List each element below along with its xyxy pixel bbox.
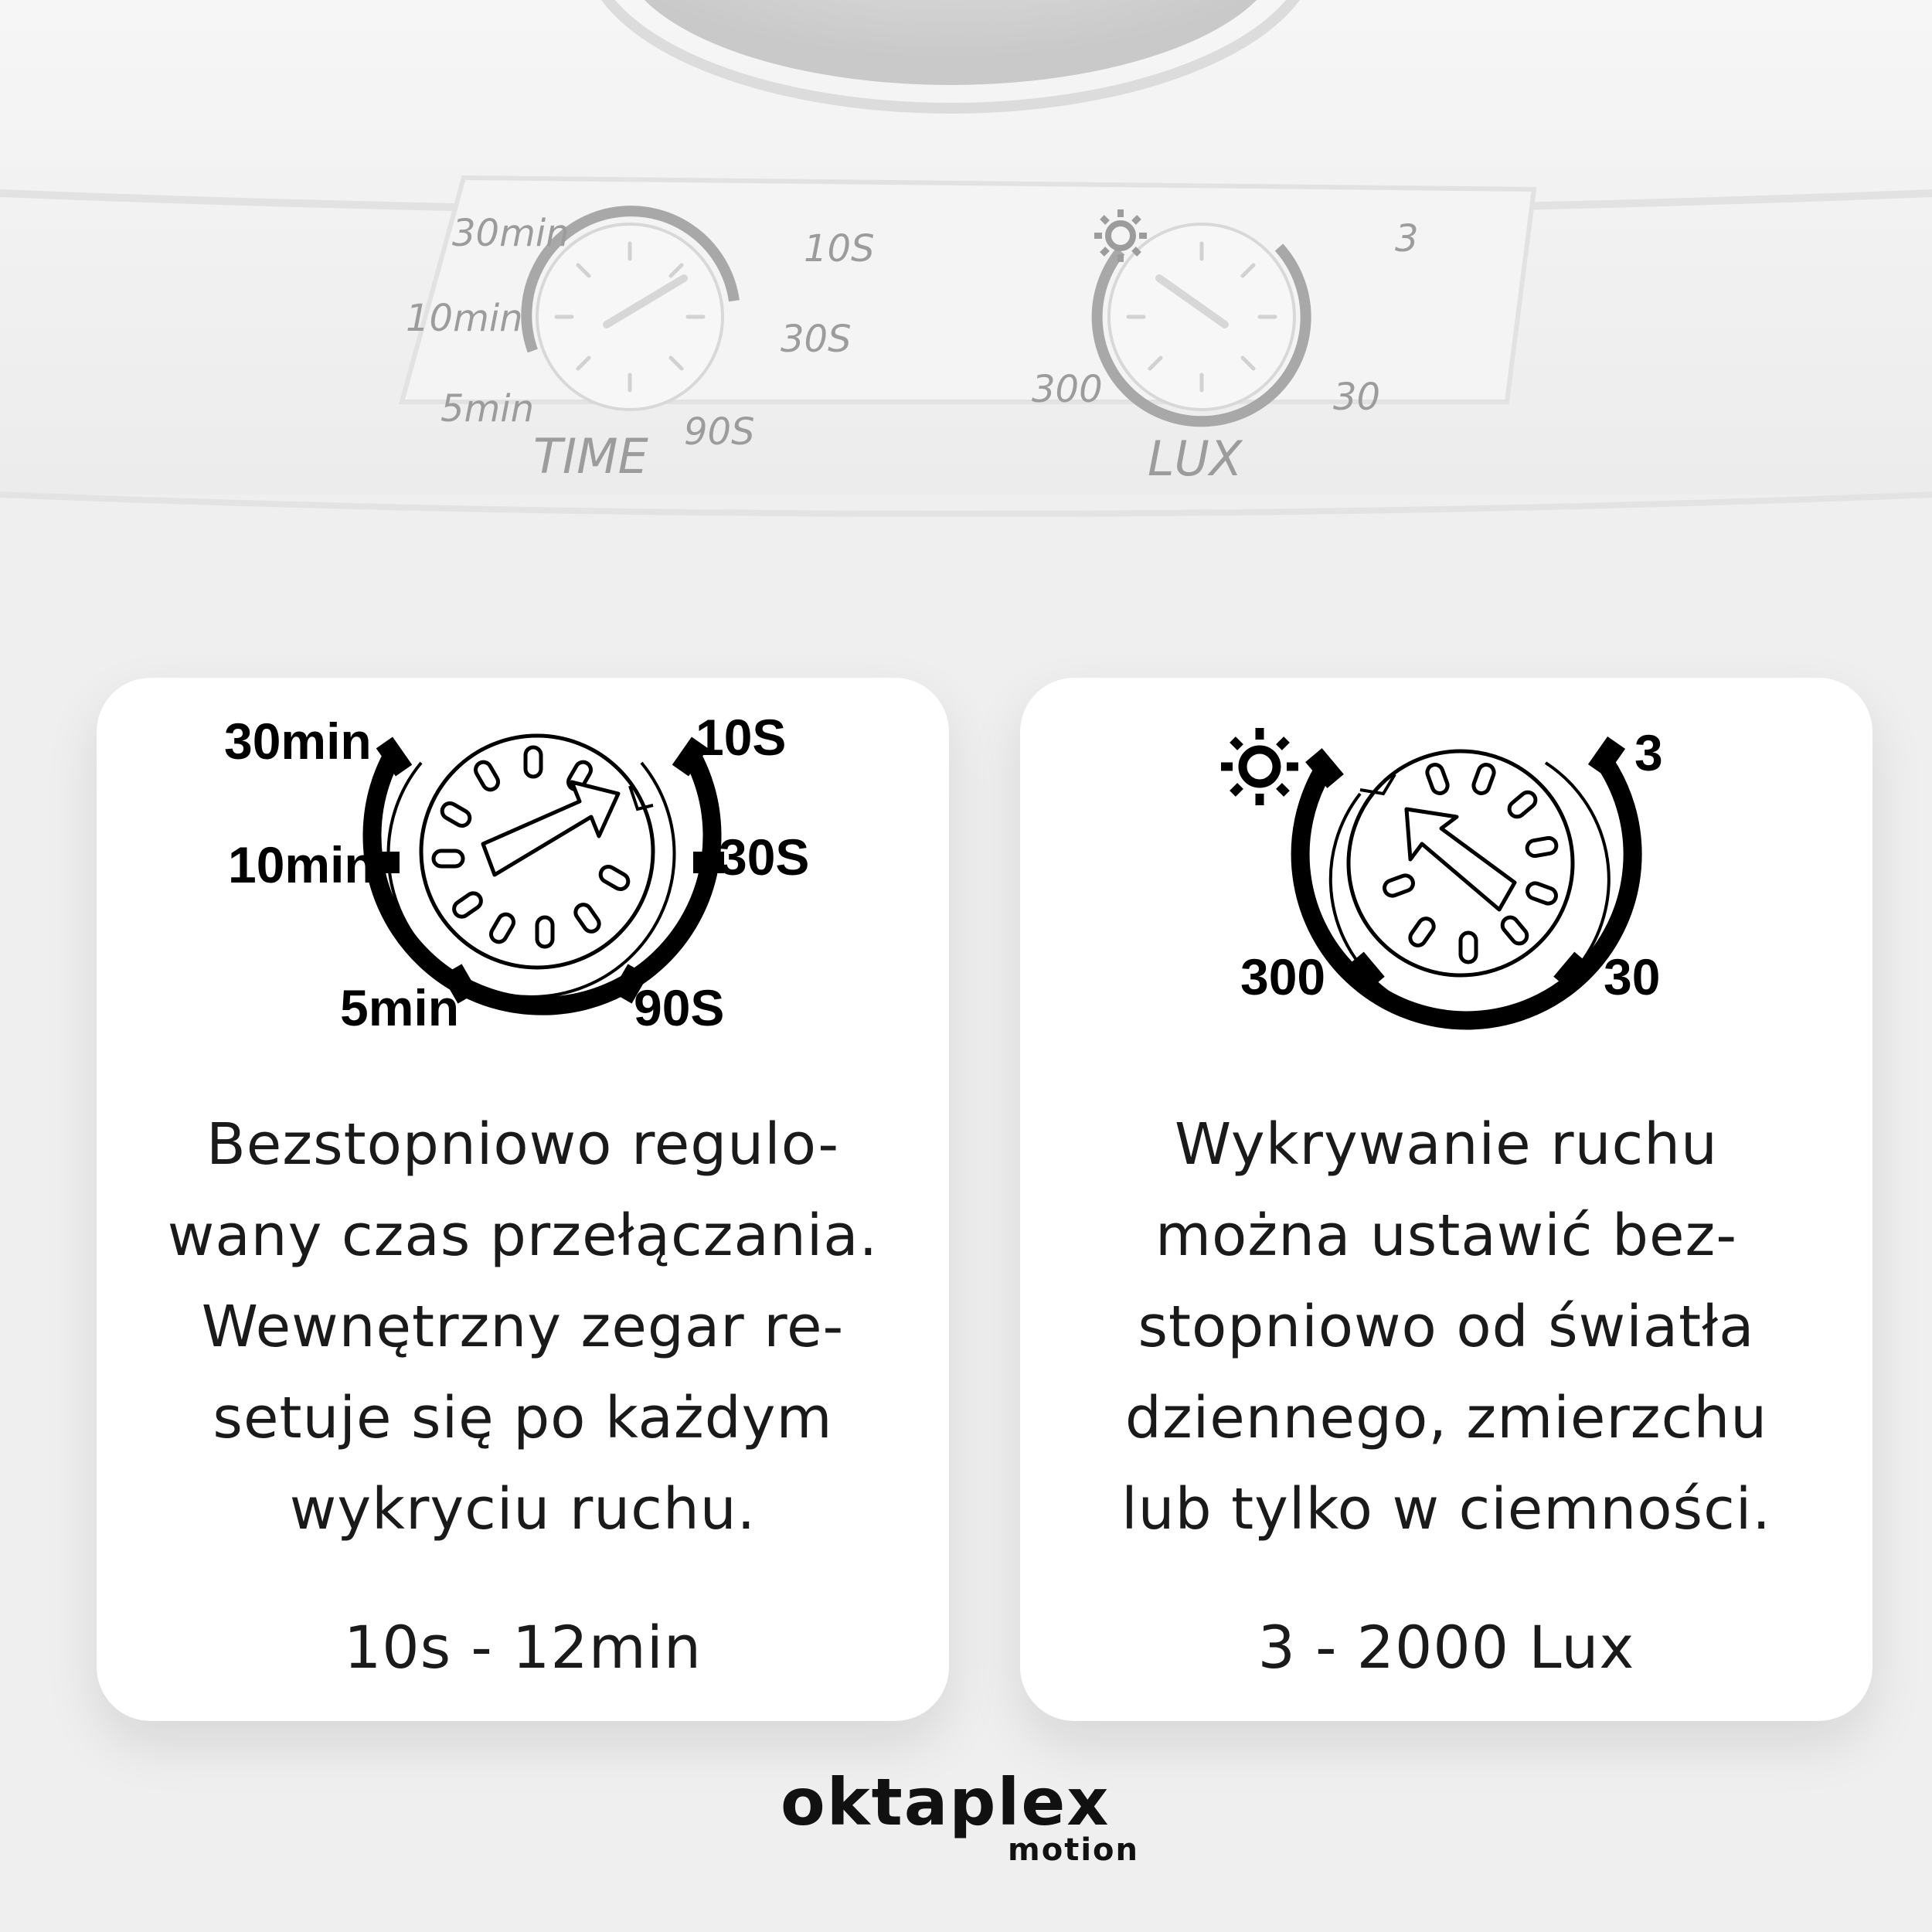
time-description-line: Bezstopniowo regulo- — [206, 1111, 840, 1178]
lux-mark-3: 3 — [1634, 724, 1663, 781]
photo-time-mark-10min: 10min — [406, 297, 523, 340]
photo-lux-mark-30: 30 — [1333, 376, 1381, 419]
photo-time-mark-90s: 90S — [684, 410, 755, 454]
lux-description-line: można ustawić bez- — [1155, 1202, 1738, 1269]
lux-description-line: dziennego, zmierzchu — [1124, 1385, 1768, 1451]
brand-sub: motion — [1008, 1832, 1139, 1868]
photo-time-mark-30s: 30S — [781, 318, 852, 361]
time-mark-10min: 10min — [228, 836, 376, 893]
photo-time-mark-5min: 5min — [440, 387, 535, 430]
photo-time-mark-30min: 30min — [452, 212, 570, 255]
photo-lux-mark-300: 300 — [1032, 368, 1103, 411]
time-description-line: setuje się po każdym — [213, 1385, 833, 1451]
sun-icon — [1221, 728, 1298, 805]
lux-range: 3 - 2000 Lux — [1257, 1613, 1635, 1682]
time-description — [97, 1099, 949, 1555]
time-mark-30min: 30min — [224, 713, 372, 770]
photo-lux-title: LUX — [1148, 430, 1243, 487]
lux-description — [1020, 1099, 1872, 1555]
time-mark-5min: 5min — [340, 979, 460, 1036]
brand-name: oktaplex — [781, 1764, 1111, 1840]
time-mark-10s: 10S — [696, 709, 787, 766]
time-description-line: Wewnętrzny zegar re- — [201, 1294, 845, 1360]
time-dial-diagram — [97, 678, 949, 1080]
time-mark-90s: 90S — [634, 979, 725, 1036]
time-card — [97, 678, 949, 1721]
time-mark-30s: 30S — [719, 828, 810, 886]
lux-description-line: Wykrywanie ruchu — [1175, 1111, 1718, 1178]
lux-description-line: stopniowo od światła — [1138, 1294, 1755, 1360]
photo-time-title: TIME — [533, 428, 648, 485]
lux-dial-diagram — [1020, 678, 1872, 1080]
time-description-line: wany czas przełączania. — [167, 1202, 879, 1269]
time-range: 10s - 12min — [343, 1613, 702, 1682]
time-description-line: wykryciu ruchu. — [289, 1476, 757, 1543]
lux-mark-30: 30 — [1604, 948, 1661, 1005]
photo-lux-mark-3: 3 — [1395, 217, 1419, 260]
lux-card — [1020, 678, 1872, 1721]
brand-logo — [781, 1764, 1167, 1872]
photo-time-mark-10s: 10S — [804, 227, 875, 270]
lux-description-line: lub tylko w ciemności. — [1121, 1476, 1771, 1543]
lux-mark-300: 300 — [1240, 948, 1326, 1005]
